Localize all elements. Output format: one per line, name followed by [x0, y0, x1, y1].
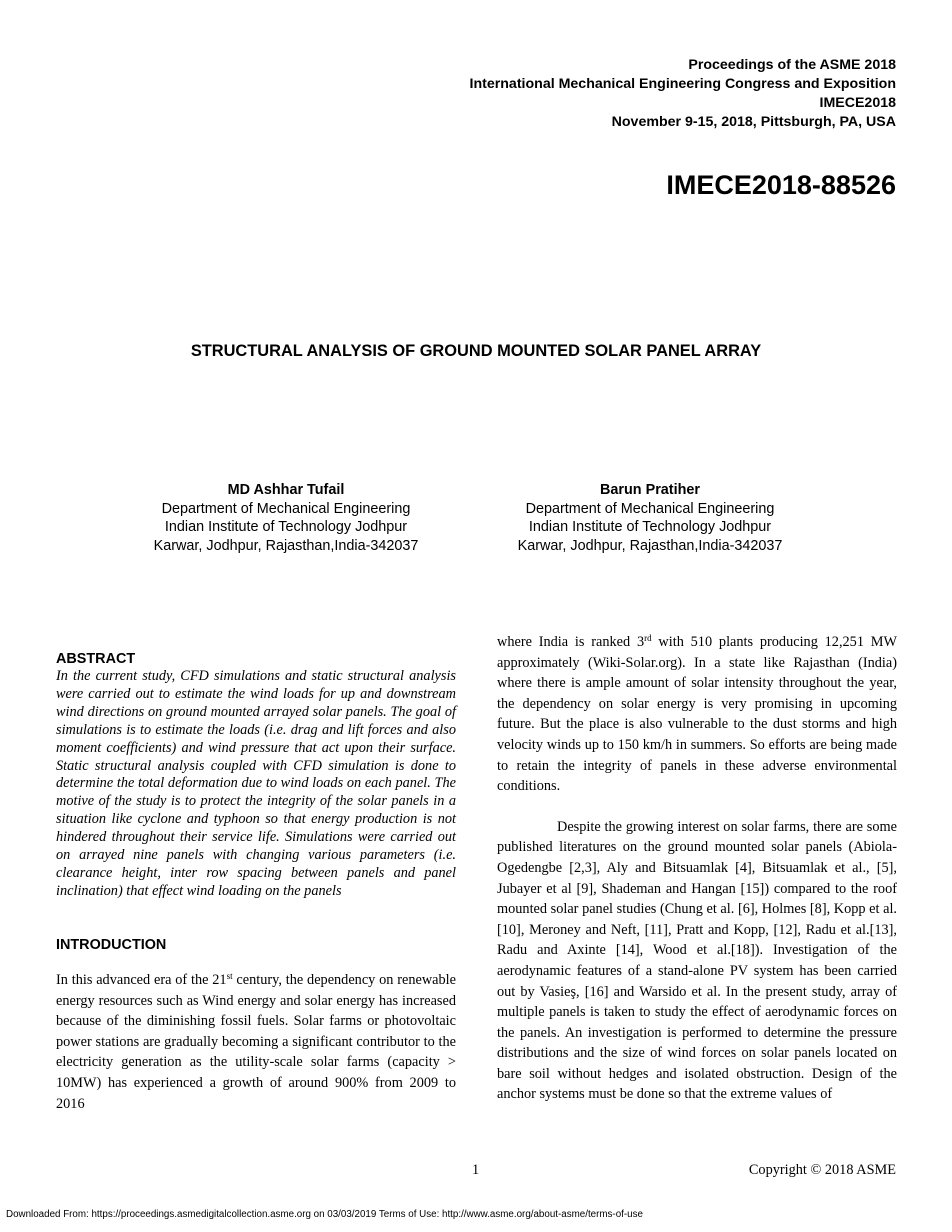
proceedings-header	[470, 56, 896, 132]
intro-p2-superscript: rd	[644, 633, 652, 643]
intro-p1-start: In this advanced era of the 21	[56, 972, 227, 988]
intro-p2-rest: with 510 plants producing 12,251 MW approximately (Wiki-Solar.org). In a state like Rajasthan (India) where there is ample amount of solar intensity throughout the year, the dependency on solar energy is very promising in upcoming future. But the place is also vulnerable to the dust storms and high velocity winds up to 150 km/h in summers. So efforts are being made to retain the integrity of panels in these adverse environmental conditions.	[497, 634, 897, 795]
right-column	[497, 632, 897, 1105]
intro-p1-rest: century, the dependency on renewable energy resources such as Wind energy and solar energy has increased because of the diminishing fossil fuels. Solar farms or photovoltaic power stations are gradually becoming a significant contributor to the electricity generation as the utility-scale solar farms (capacity > 10MW) has experienced a growth of around 900% from 2009 to 2016	[56, 972, 456, 1112]
author-name: MD Ashhar Tufail	[227, 482, 345, 498]
abstract-section	[56, 650, 456, 901]
paper-id: IMECE2018-88526	[666, 170, 896, 200]
proceedings-line-4: November 9-15, 2018, Pittsburgh, PA, USA	[611, 114, 896, 130]
proceedings-line-1: Proceedings of the ASME 2018	[688, 57, 896, 73]
author-institute: Indian Institute of Technology Jodhpur	[528, 519, 772, 536]
author-address: Karwar, Jodhpur, Rajasthan,India-342037	[517, 537, 783, 554]
author-department: Department of Mechanical Engineering	[161, 500, 411, 517]
copyright-notice: Copyright © 2018 ASME	[748, 1162, 896, 1178]
introduction-paragraph-2	[497, 632, 897, 797]
proceedings-line-2: International Mechanical Engineering Congress and Exposition	[469, 76, 896, 92]
proceedings-line-3: IMECE2018	[819, 95, 896, 111]
introduction-paragraph-3: Despite the growing interest on solar farms, there are some published literatures on the ground mounted solar panels (Abiola-Ogedengbe [2,3], Aly and Bitsuamlak [4], Bitsuamlak et al., [5], Jubayer et al [9], Shademan and Hangan [15]) compared to the roof mounted solar panel studies (Chung et al. [6], Holmes [8], Kopp et al. [10], Meroney and Neft, [11], Pratt and Kopp, [12], Radu et al.[13], Radu and Axinte [14], Wood et al.[18]). Investigation of the aerodynamic features of a stand-alone PV system has been carried out by Vasieş, [16] and Warsido et al. In the present study, array of multiple panels is taken to study the effect of aerodynamic forces on the panels. An investigation is performed to determine the pressure distributions and the size of wind forces on solar panels located on bare soil without hedges and isolated obstruction. Design of the anchor systems must be done so that the extreme values of	[497, 818, 897, 1103]
page-number: 1	[472, 1162, 480, 1178]
paper-title: STRUCTURAL ANALYSIS OF GROUND MOUNTED SOLAR PANEL ARRAY	[190, 342, 762, 360]
author-address: Karwar, Jodhpur, Rajasthan,India-342037	[153, 537, 419, 554]
author-department: Department of Mechanical Engineering	[525, 500, 775, 517]
author-name: Barun Pratiher	[600, 482, 700, 498]
introduction-heading: INTRODUCTION	[56, 937, 167, 953]
abstract-text: In the current study, CFD simulations and static structural analysis were carried out to estimate the wind loads for up and downstream wind directions on ground mounted arrayed solar panels. The goal of simulations is to estimate the loads (i.e. drag and lift forces and also moment coefficients) and wind pressure that act upon their surface. Static structural analysis coupled with CFD simulation is done to determine the total deformation due to wind loads on each panel. The motive of the study is to protect the integrity of the solar panels in a situation like cyclone and typhoon so that energy production is not hindered throughout their service life. Simulations were carried out on arrayed nine panels with changing various parameters (i.e. clearance height, inter row spacing between panels and panel inclination) that effect wind loading on the panels	[56, 668, 456, 899]
download-notice: Downloaded From: https://proceedings.asmedigitalcollection.asme.org on 03/03/2019 Terms of Use: http://www.asme.org/about-asme/terms-of-use	[6, 1209, 643, 1220]
abstract-heading: ABSTRACT	[56, 651, 136, 667]
author-block-1	[121, 481, 451, 555]
intro-p1-superscript: st	[226, 971, 233, 981]
author-institute: Indian Institute of Technology Jodhpur	[164, 519, 408, 536]
introduction-paragraph-1	[56, 970, 456, 1114]
intro-p2-start: where India is ranked 3	[497, 634, 645, 650]
introduction-section	[56, 936, 456, 1114]
author-block-2	[485, 481, 815, 555]
